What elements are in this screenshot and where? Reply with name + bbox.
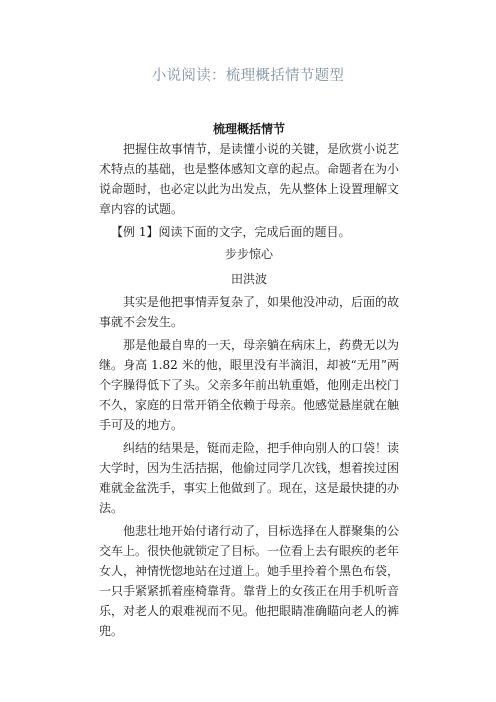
story-paragraph-3: 纠结的结果是，铤而走险，把手伸向别人的口袋！读大学时，因为生活拮据，他偷过同学几次钱，想着挨过困难就金盆洗手，事实上他做到了。现在，这是最快捷的办法。 (99, 441, 400, 515)
intro-paragraph: 把握住故事情节，是读懂小说的关键，是欣赏小说艺术特点的基础，也是整体感知文章的起点。命题者在为小说命题时，也必定以此为出发点，先从整体上设置理解文章内容的试题。 (99, 142, 400, 216)
story-paragraph-1: 其实是他把事情弄复杂了，如果他没冲动，后面的故事就不会发生。 (99, 295, 400, 329)
document-title: 小说阅读：梳理概括情节题型 (151, 68, 345, 84)
story-paragraph-2: 那是他最自卑的一天，母亲躺在病床上，药费无以为继。身高 1.82 米的他，眼里没有半滴泪，却被“无用”两个字臊得低下了头。父亲多年前出轨重婚，他刚走出校门不久，家庭的日常开销全依赖于母亲。他感觉悬崖就在触手可及的地方。 (99, 338, 400, 432)
story-author: 田洪波 (230, 272, 267, 286)
document-body (99, 121, 399, 641)
story-paragraph-4: 他悲壮地开始付诸行动了，目标选择在人群聚集的公交车上。很快他就锁定了目标。一位看上去有眼疾的老年女人，神情恍惚地站在过道上。她手里拎着个黑色布袋，一只手紧紧抓着座椅靠背。靠背上的女孩正在用手机听音乐，对老人的艰难视而不见。他把眼睛准确瞄向老人的裤兜。 (99, 524, 400, 638)
example-label: 【例 1】阅读下面的文字，完成后面的题目。 (111, 225, 351, 239)
story-title: 步步惊心 (224, 247, 273, 261)
section-heading: 梳理概括情节 (212, 122, 285, 136)
